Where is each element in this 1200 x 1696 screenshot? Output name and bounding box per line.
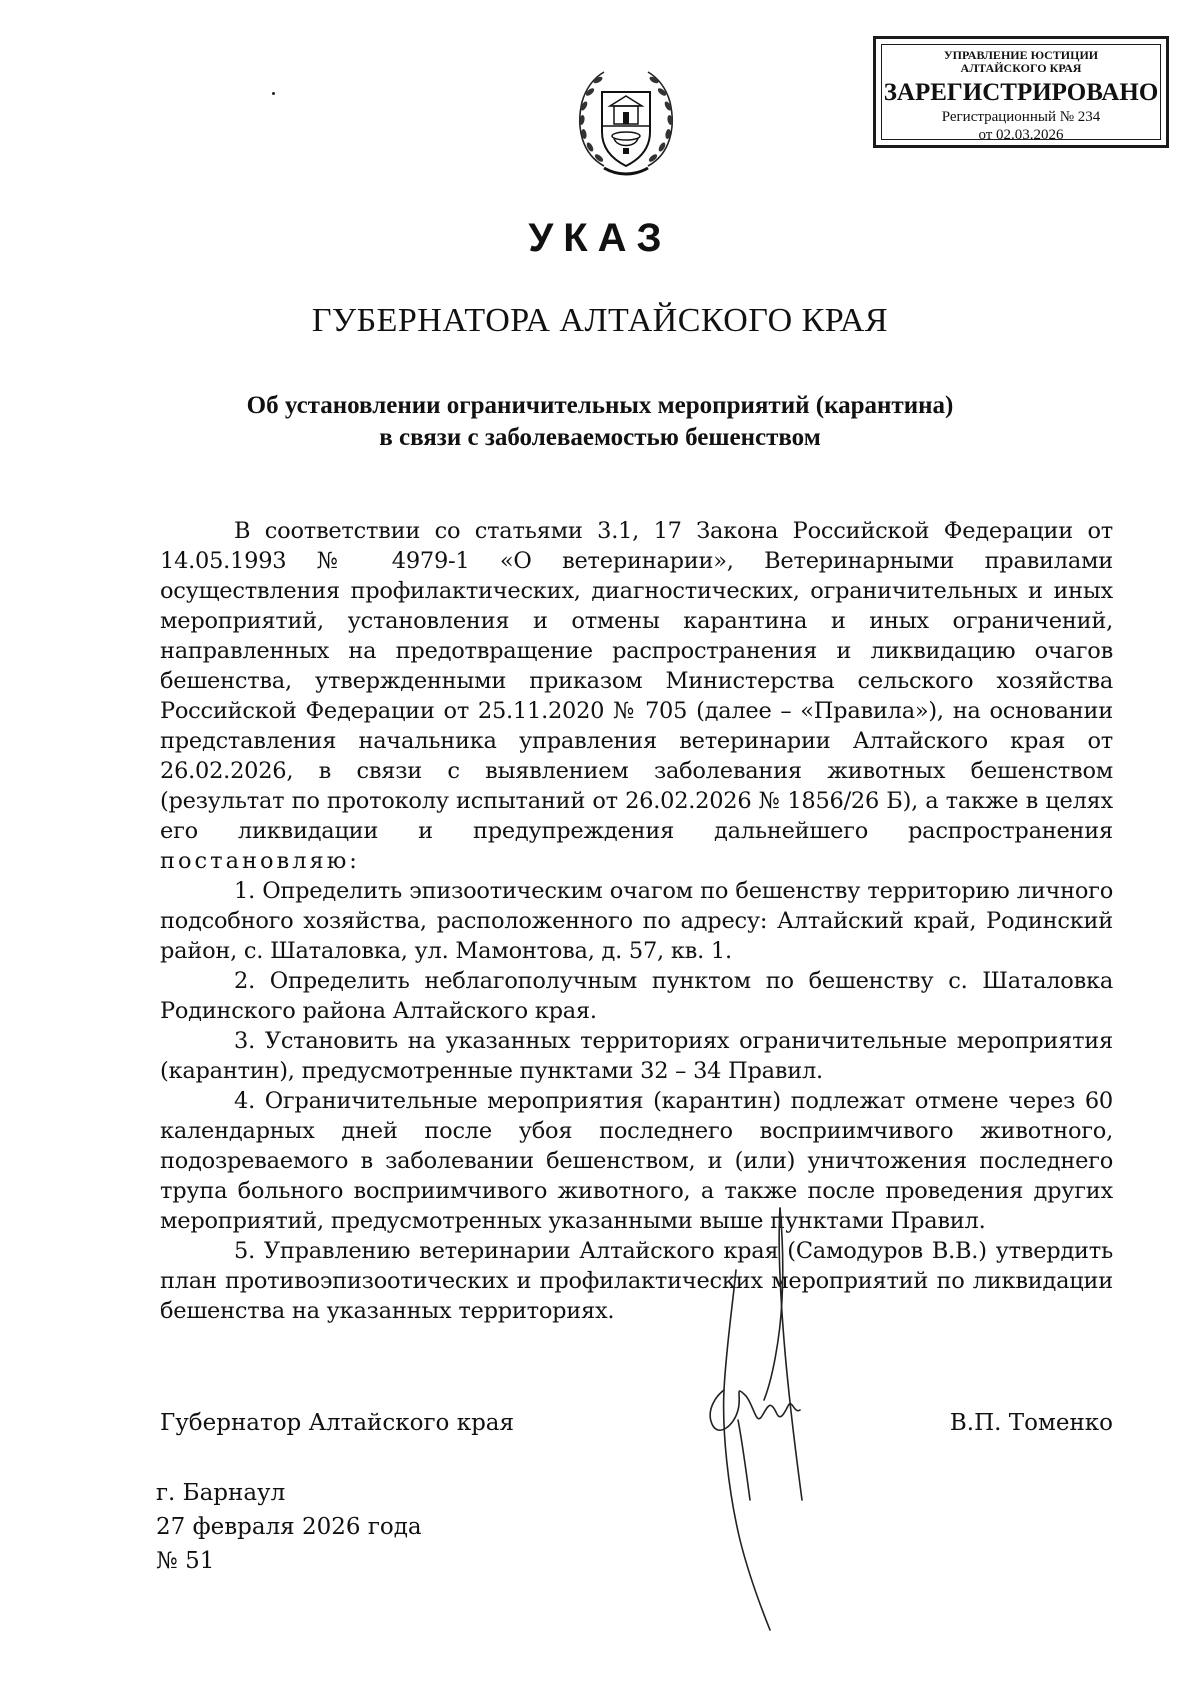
stamp-department-line1: УПРАВЛЕНИЕ ЮСТИЦИИ <box>943 48 1099 62</box>
heading-line2: в связи с заболеваемостью бешенством <box>379 424 821 451</box>
footer-date: 27 февраля 2026 года <box>156 1514 422 1540</box>
preamble-paragraph <box>160 516 1113 876</box>
item-1: 1. Определить эпизоотическим очагом по бешенству территорию личного подсобного хозяйства, расположенного по адресу: Алтайский край, Родинский район, с. Шаталовка, ул. Мамонтова, д. 57, кв. 1. <box>160 878 1113 964</box>
stamp-department <box>882 49 1160 75</box>
stamp-inner-frame <box>881 44 1161 143</box>
stamp-status: ЗАРЕГИСТРИРОВАНО <box>883 79 1159 106</box>
item-5: 5. Управлению ветеринарии Алтайского края (Самодуров В.В.) утвердить план противоэпизоотических и профилактических мероприятий по ликвидации бешенства на указанных территориях. <box>160 1238 1113 1324</box>
speck <box>272 92 275 95</box>
altai-krai-coat-of-arms-icon <box>574 62 678 182</box>
signature-name: В.П. Томенко <box>949 1410 1113 1436</box>
preamble-text: В соответствии со статьями 3.1, 17 Закона Российской Федерации от 14.05.1993 № 4979-1 «О ветеринарии», Ветеринарными правилами осуществления профилактических, диагностических, ограничительных и иных мероприятий, установления и отмены карантина и иных ограничений, направленных на предотвращение распространения и ликвидацию очагов бешенства, утвержденными приказом Министерства сельского хозяйства Российской Федерации от 25.11.2020 № 705 (далее – «Правила»), на основании представления начальника управления ветеринарии Алтайского края от 26.02.2026, в связи с выявлением заболевания животных бешенством (результат по протоколу испытаний от 26.02.2026 № 1856/26 Б), а также в целях его ликвидации и предупреждения дальнейшего распространения <box>160 518 1113 844</box>
registration-stamp <box>873 36 1169 148</box>
document-body <box>160 516 1113 1326</box>
stamp-department-line2: АЛТАЙСКОГО КРАЯ <box>960 61 1082 75</box>
decree-word: постановляю: <box>160 848 360 874</box>
stamp-date: от 02.03.2026 <box>978 127 1064 143</box>
document-footer <box>156 1476 422 1578</box>
document-type: УКАЗ <box>528 216 672 260</box>
item-3: 3. Установить на указанных территориях ограничительные мероприятия (карантин), предусмотренные пунктами 32 – 34 Правил. <box>160 1028 1113 1084</box>
footer-city: г. Барнаул <box>156 1480 286 1506</box>
footer-number: № 51 <box>156 1548 215 1574</box>
handwritten-signature <box>676 1200 836 1640</box>
item-4: 4. Ограничительные мероприятия (карантин) подлежат отмене через 60 календарных дней после убоя последнего восприимчивого животного, подозреваемого в заболевании бешенством, и (или) уничтожения последнего трупа больного восприимчивого животного, а также после проведения других мероприятий, предусмотренных указанными выше пунктами Правил. <box>160 1088 1113 1234</box>
document-issuer: ГУБЕРНАТОРА АЛТАЙСКОГО КРАЯ <box>311 302 889 339</box>
item-2: 2. Определить неблагополучным пунктом по бешенству с. Шаталовка Родинского района Алтайского края. <box>160 968 1113 1024</box>
heading-line1: Об установлении ограничительных мероприятий (карантина) <box>246 392 954 419</box>
document-heading <box>160 390 1040 454</box>
stamp-registration-number: Регистрационный № 234 <box>941 109 1101 125</box>
signature-position: Губернатор Алтайского края <box>160 1410 515 1436</box>
